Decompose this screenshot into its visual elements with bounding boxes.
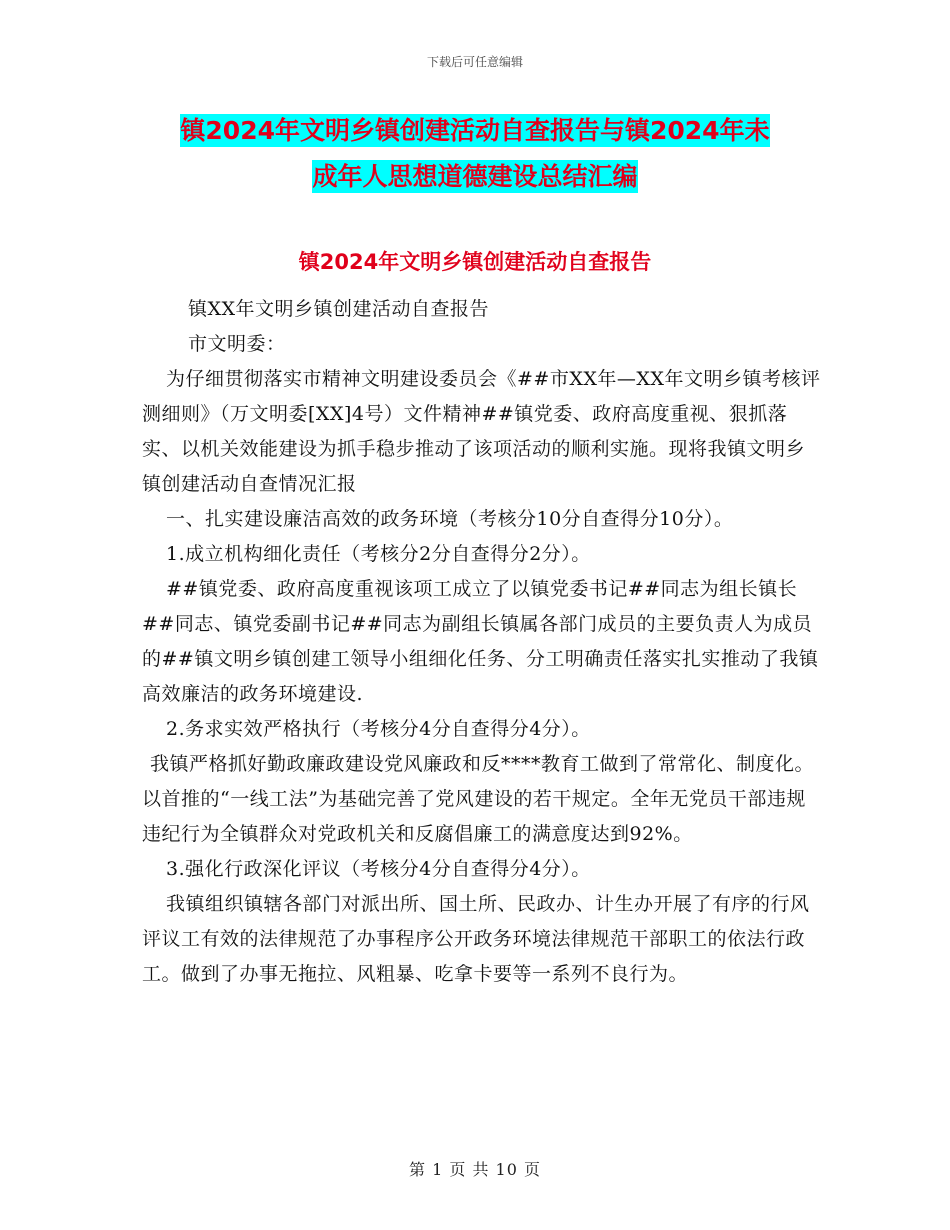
document-title xyxy=(100,108,850,200)
section-title: 镇2024年文明乡镇创建活动自查报告 xyxy=(298,250,652,274)
page-footer: 第 1 页 共 10 页 xyxy=(409,1160,541,1179)
header-note: 下载后可任意编辑 xyxy=(426,55,523,69)
paragraph-item-3: 3.强化行政深化评议（考核分4分自查得分4分）。 xyxy=(166,858,591,880)
document-title-line1: 镇2024年文明乡镇创建活动自查报告与镇2024年未 xyxy=(180,116,770,145)
document-title-line2: 成年人思想道德建设总结汇编 xyxy=(312,162,638,191)
paragraph-intro: 为仔细贯彻落实市精神文明建设委员会《##市XX年—XX年文明乡镇考核评测细则》（万文明委[XX]4号）文件精神##镇党委、政府高度重视、狠抓落实、以机关效能建设为抓手稳步推动了该项活动的顺利实施。现将我镇文明乡镇创建活动自查情况汇报 xyxy=(142,368,821,495)
paragraph-subtitle: 镇XX年文明乡镇创建活动自查报告 xyxy=(188,298,490,320)
paragraph-item-1-body: ##镇党委、政府高度重视该项工成立了以镇党委书记##同志为组长镇长##同志、镇党委副书记##同志为副组长镇属各部门成员的主要负责人为成员的##镇文明乡镇创建工领导小组细化任务、分工明确责任落实扎实推动了我镇高效廉洁的政务环境建设. xyxy=(142,578,819,705)
paragraph-heading-1: 一、扎实建设廉洁高效的政务环境（考核分10分自查得分10分）。 xyxy=(166,508,734,530)
paragraph-item-3-body: 我镇组织镇辖各部门对派出所、国土所、民政办、计生办开展了有序的行风评议工有效的法律规范了办事程序公开政务环境法律规范干部职工的依法行政工。做到了办事无拖拉、风粗暴、吃拿卡要等一系列不良行为。 xyxy=(142,893,810,985)
paragraph-item-2-body: 我镇严格抓好勤政廉政建设党风廉政和反****教育工做到了常常化、制度化。以首推的“一线工法”为基础完善了党风建设的若干规定。全年无党员干部违规违纪行为全镇群众对党政机关和反腐倡廉工的满意度达到92%。 xyxy=(142,753,815,845)
paragraph-item-1: 1.成立机构细化责任（考核分2分自查得分2分）。 xyxy=(166,543,591,565)
paragraph-salutation: 市文明委： xyxy=(188,333,286,355)
paragraph-item-2: 2.务求实效严格执行（考核分4分自查得分4分）。 xyxy=(166,718,591,740)
document-body xyxy=(142,292,822,992)
